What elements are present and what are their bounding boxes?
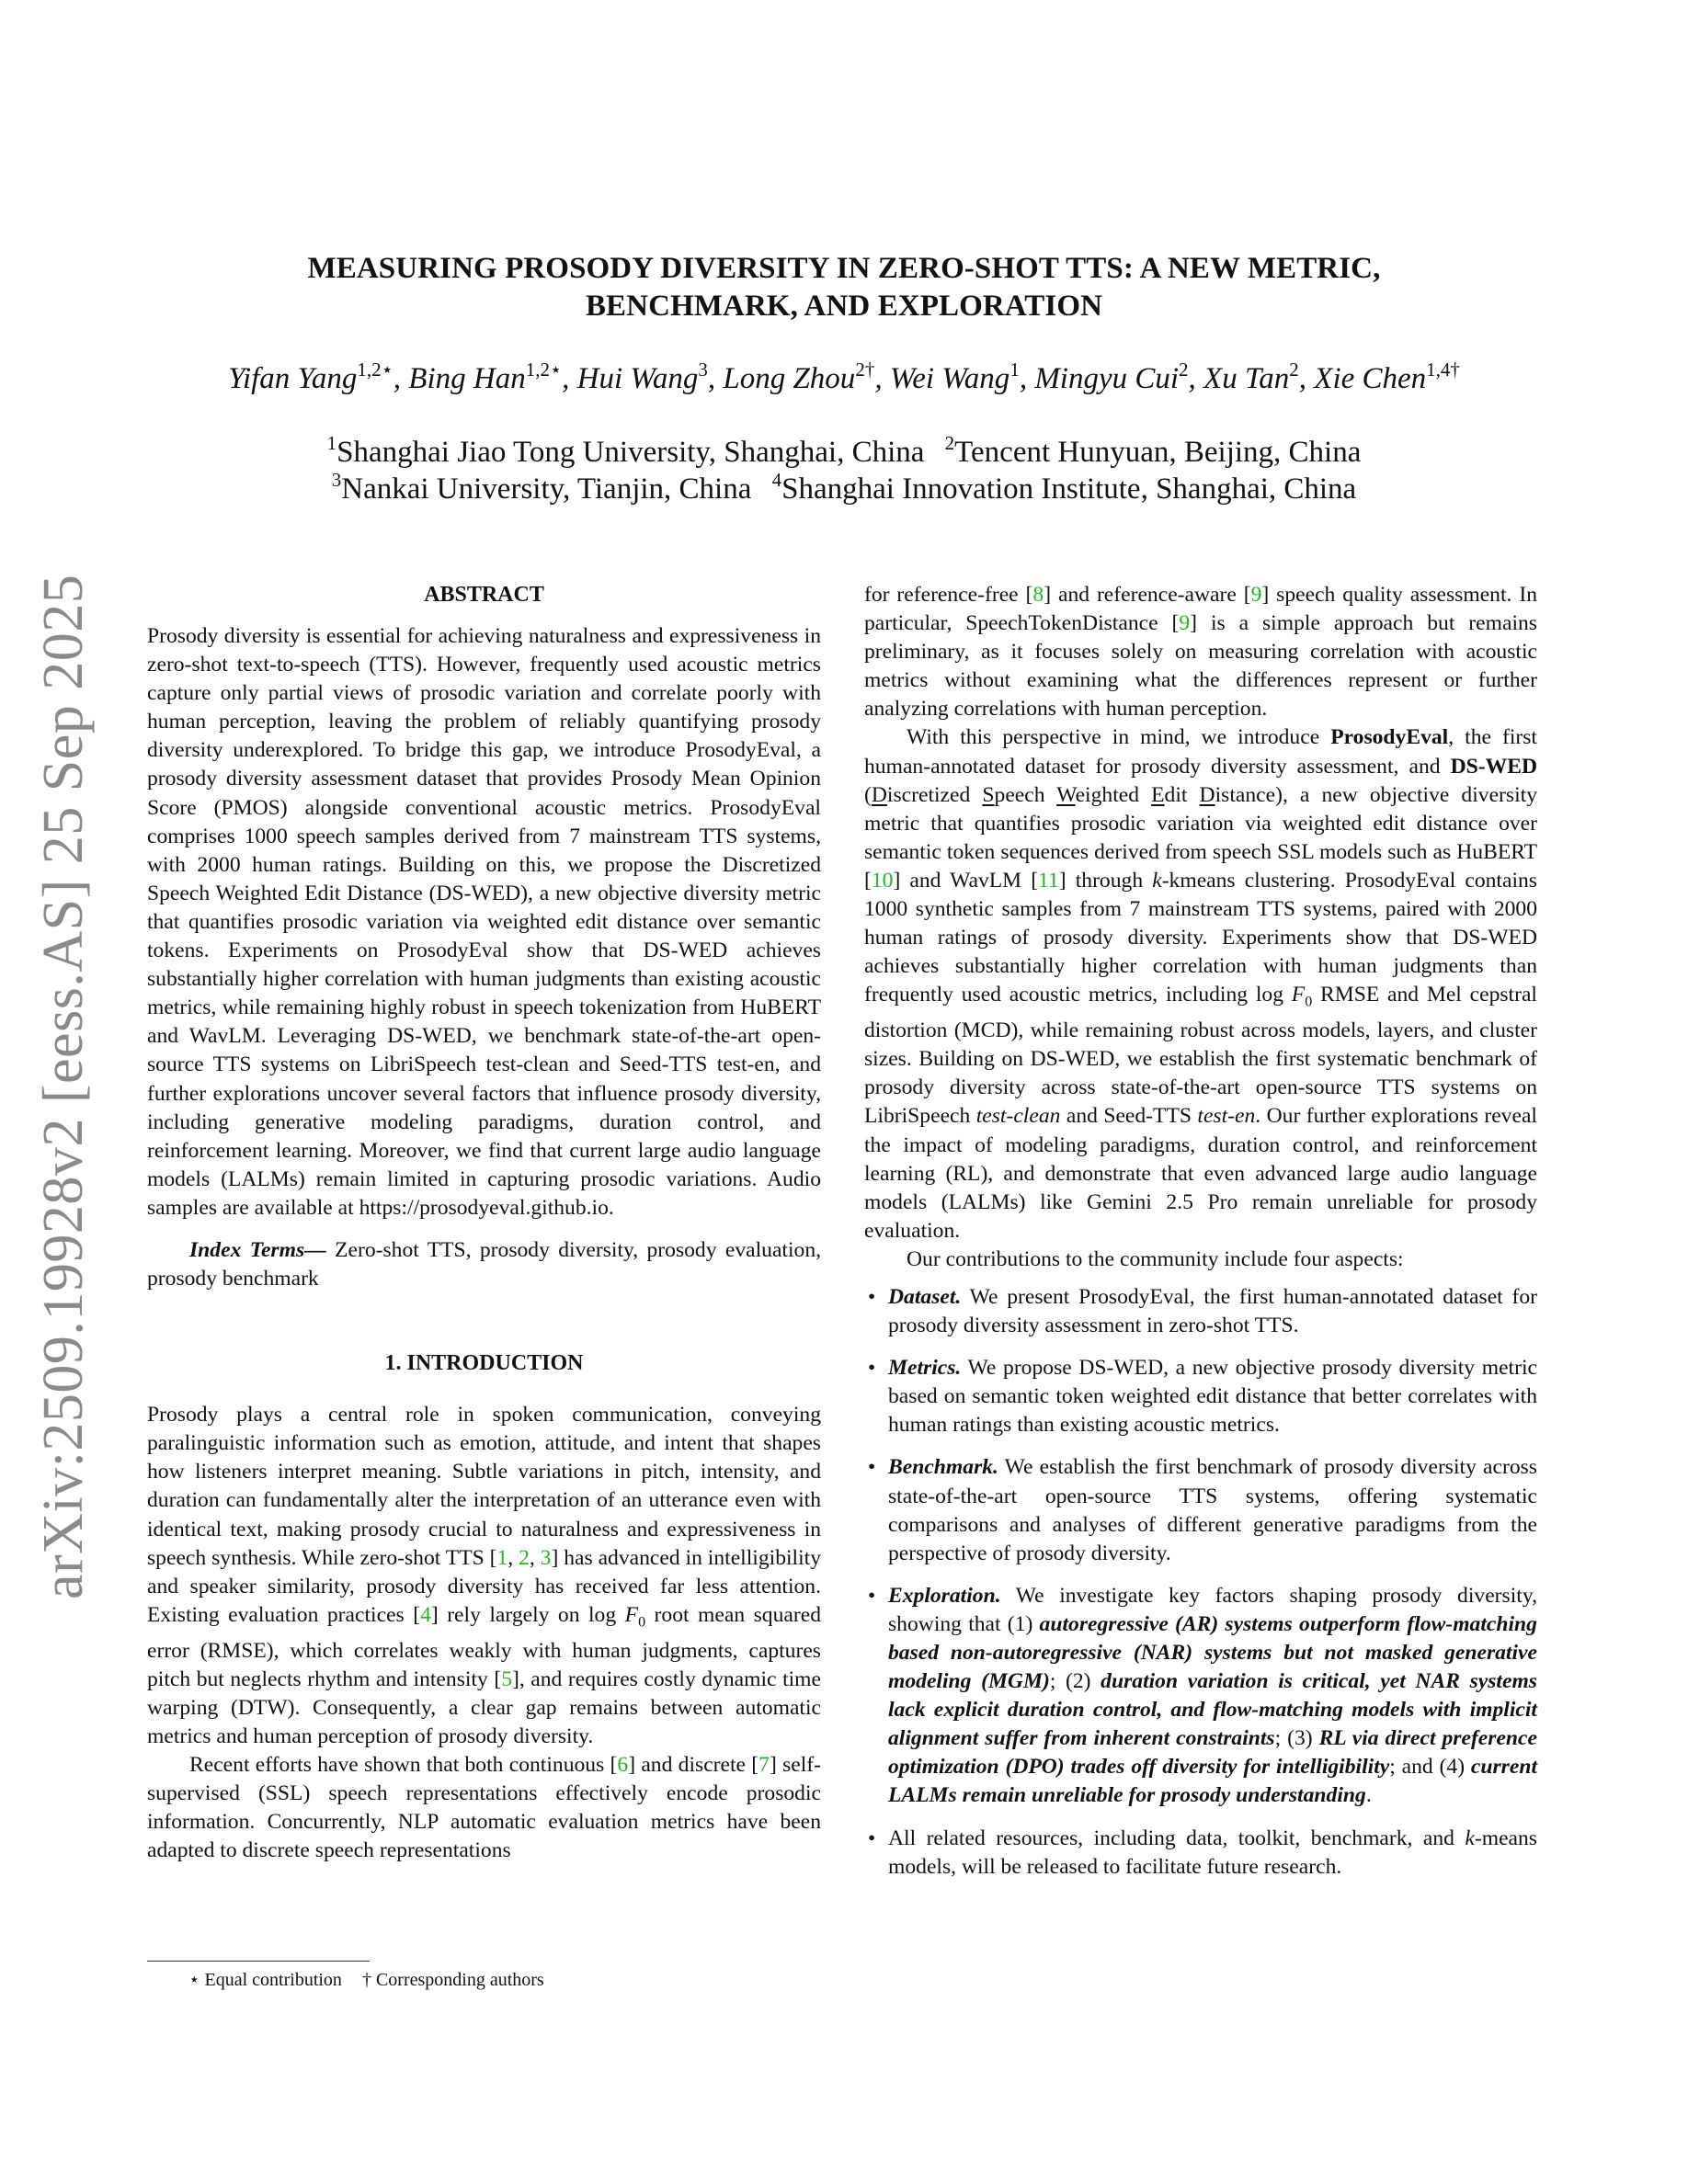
affiliation: $^1$Shanghai Jiao Tong University, Shanghai, China (326, 432, 925, 469)
author: Wei Wang$^1$ (889, 358, 1020, 395)
left-column (147, 581, 821, 1865)
paper-title (0, 250, 1688, 325)
list-item: • All related resources, including data, toolkit, benchmark, and k-means models, will be released to facilitate future research. (868, 1826, 1537, 1879)
contributions-intro: Our contributions to the community include four aspects: (907, 1246, 1404, 1271)
index-terms-text: Zero-shot TTS, prosody diversity, prosody evaluation, prosody benchmark (147, 1237, 822, 1291)
title-line-1: MEASURING PROSODY DIVERSITY IN ZERO-SHOT TTS: A NEW METRIC, (307, 252, 1381, 285)
affiliation: $^2$Tencent Hunyuan, Beijing, China (944, 432, 1362, 469)
author: Hui Wang$^3$ (576, 358, 708, 395)
intro-paragraph-2-continued: for reference-free [8] and reference-aware [9] speech quality assessment. In particular, SpeechTokenDistance [9] is a simple approach but remains preliminary, as it focuses solely on measuring correlation with acoustic metrics without examining what the differences represent or further analyzing correlations with human perception. (864, 583, 1537, 722)
citation-link[interactable]: 10 (871, 868, 894, 893)
bullet-icon: • (868, 1284, 876, 1309)
citation-link[interactable]: 8 (1032, 583, 1044, 607)
author: Yifan Yang$^{1,2⋆}$ (228, 358, 393, 395)
citation-link[interactable]: 1 (496, 1545, 508, 1570)
intro-paragraph-2: Recent efforts have shown that both continuous [6] and discrete [7] self-supervised (SSL) speech representations effectively encode prosodic information. Concurrently, NLP automatic evaluation metrics have been adapted to discrete speech representations (147, 1753, 821, 1863)
footnote (188, 1968, 544, 1992)
list-item: • Metrics. We propose DS-WED, a new objective prosody diversity metric based on semantic token weighted edit distance that better correlates with human ratings than existing acoustic metrics. (868, 1356, 1537, 1438)
author: Mingyu Cui$^2$ (1034, 358, 1189, 395)
footnote-equal-contribution: ⋆ Equal contribution (188, 1970, 342, 1990)
author: Long Zhou$^{2\dagger}$ (723, 358, 875, 395)
list-item: • Dataset. We present ProsodyEval, the first human-annotated dataset for prosody diversity assessment in zero-shot TTS. (868, 1284, 1537, 1338)
author: Xie Chen$^{1,4\dagger}$ (1314, 358, 1460, 395)
abstract-heading: ABSTRACT (424, 583, 544, 607)
affiliation: $^3$Nankai University, Tianjin, China (331, 469, 752, 506)
affiliation-line-2 (0, 471, 1688, 507)
citation-link[interactable]: 9 (1179, 611, 1191, 636)
title-line-2: BENCHMARK, AND EXPLORATION (585, 290, 1103, 323)
bullet-icon: • (868, 1826, 876, 1850)
abstract-body: Prosody diversity is essential for achieving naturalness and expressiveness in zero-shot text-to-speech (TTS). However, frequently used acoustic metrics capture only partial views of prosodic variation and correlate poorly with human perception, leaving the problem of reliably quantifying prosody diversity underexplored. To bridge this gap, we introduce ProsodyEval, a prosody diversity assessment dataset that provides Prosody Mean Opinion Score (PMOS) alongside conventional acoustic metrics. ProsodyEval comprises 1000 speech samples derived from 7 mainstream TTS systems, with 2000 human ratings. Building on this, we propose the Discretized Speech Weighted Edit Distance (DS-WED), a new objective diversity metric that quantifies prosodic variation via weighted edit distance over semantic tokens. Experiments on ProsodyEval show that DS-WED achieves substantially higher correlation with human judgments than existing acoustic metrics, while remaining highly robust in speech tokenization from HuBERT and WavLM. Leveraging DS-WED, we benchmark state-of-the-art open-source TTS systems on LibriSpeech test-clean and Seed-TTS test-en, and further explorations uncover several factors that influence prosody diversity, including generative modeling paradigms, duration control, and reinforcement learning. Moreover, we find that current large audio language models (LALMs) remain limited in capturing prosodic variations. Audio samples are available at https://prosodyeval.github.io. (147, 624, 821, 1220)
author-list: Yifan Yang$^{1,2⋆}$, Bing Han$^{1,2⋆}$, Hui Wang$^3$, Long Zhou$^{2\dagger}$, Wei Wang$^1$, Mingyu Cui$^2$, Xu Tan$^2$, Xie Chen$^{1,4\dagger}$ (228, 358, 1460, 395)
citation-link[interactable]: 4 (420, 1602, 431, 1627)
index-terms (147, 1236, 821, 1293)
list-item: • Exploration. We investigate key factors shaping prosody diversity, showing that (1) autoregressive (AR) systems outperform flow-matching based non-autoregressive (NAR) systems but not masked generative modeling (MGM); (2) duration variation is critical, yet NAR systems lack explicit duration control, and flow-matching models with implicit alignment suffer from inherent constraints; (3) RL via direct preference optimization (DPO) trades off diversity for intelligibility; and (4) current LALMs remain unreliable for prosody understanding. (868, 1583, 1537, 1808)
citation-link[interactable]: 2 (519, 1545, 530, 1570)
author: Xu Tan$^2$ (1203, 358, 1299, 395)
footnote-corresponding-authors: † Corresponding authors (361, 1970, 544, 1990)
index-terms-label: Index Terms— (189, 1237, 326, 1262)
intro-paragraph-3: With this perspective in mind, we introduce ProsodyEval, the first human-annotated dataset for prosody diversity assessment, and DS-WED (Discretized Speech Weighted Edit Distance), a new objective diversity metric that quantifies prosodic variation via weighted edit distance over semantic token sequences derived from speech SSL models such as HuBERT [10] and WavLM [11] through k-kmeans clustering. ProsodyEval contains 1000 synthetic samples from 7 mainstream TTS systems, paired with 2000 human ratings of prosody diversity. Experiments show that DS-WED achieves substantially higher correlation with human judgments than frequently used acoustic metrics, including $\log F_0$ RMSE and Mel cepstral distortion (MCD), while remaining robust across models, layers, and cluster sizes. Building on DS-WED, we establish the first systematic benchmark of prosody diversity across state-of-the-art open-source TTS systems on LibriSpeech test-clean and Seed-TTS test-en. Our further explorations reveal the impact of modeling paradigms, duration control, and reinforcement learning (RL), and demonstrate that even advanced large audio language models (LALMs) like Gemini 2.5 Pro remain unreliable for prosody evaluation. (864, 725, 1538, 1243)
citation-link[interactable]: 7 (758, 1753, 770, 1777)
citation-link[interactable]: 9 (1250, 583, 1262, 607)
footnote-divider (147, 1961, 370, 1962)
bullet-icon: • (868, 1583, 876, 1608)
affiliations (0, 434, 1688, 507)
citation-link[interactable]: 11 (1038, 868, 1059, 893)
author: Bing Han$^{1,2⋆}$ (408, 358, 563, 395)
arxiv-identifier-stamp[interactable]: arXiv:2509.19928v2 [eess.AS] 25 Sep 2025 (32, 574, 95, 1599)
affiliation: $^4$Shanghai Innovation Institute, Shanghai, China (771, 469, 1357, 506)
bullet-icon: • (868, 1455, 876, 1480)
introduction-heading: 1. INTRODUCTION (384, 1351, 584, 1376)
citation-link[interactable]: 3 (540, 1545, 552, 1570)
contributions-list (864, 1283, 1537, 1882)
right-column (864, 581, 1537, 1895)
affiliation-line-1 (0, 434, 1688, 471)
bullet-icon: • (868, 1356, 876, 1381)
citation-link[interactable]: 5 (501, 1666, 512, 1691)
list-item: • Benchmark. We establish the first benchmark of prosody diversity across state-of-the-art open-source TTS systems, offering systematic comparisons and analyses of different generative paradigms from the perspective of prosody diversity. (868, 1455, 1537, 1565)
intro-paragraph-1: Prosody plays a central role in spoken communication, conveying paralinguistic information such as emotion, attitude, and intent that shapes how listeners interpret meaning. Subtle variations in pitch, intensity, and duration can fundamentally alter the interpretation of an utterance even with identical text, making prosody crucial to naturalness and expressiveness in speech synthesis. While zero-shot TTS [1, 2, 3] has advanced in intelligibility and speaker similarity, prosody diversity has received far less attention. Existing evaluation practices [4] rely largely on $\log F_0$ root mean squared error (RMSE), which correlates weakly with human judgments, captures pitch but neglects rhythm and intensity [5], and requires costly dynamic time warping (DTW). Consequently, a clear gap remains between automatic metrics and human perception of prosody diversity. (147, 1403, 822, 1748)
citation-link[interactable]: 6 (617, 1753, 629, 1777)
